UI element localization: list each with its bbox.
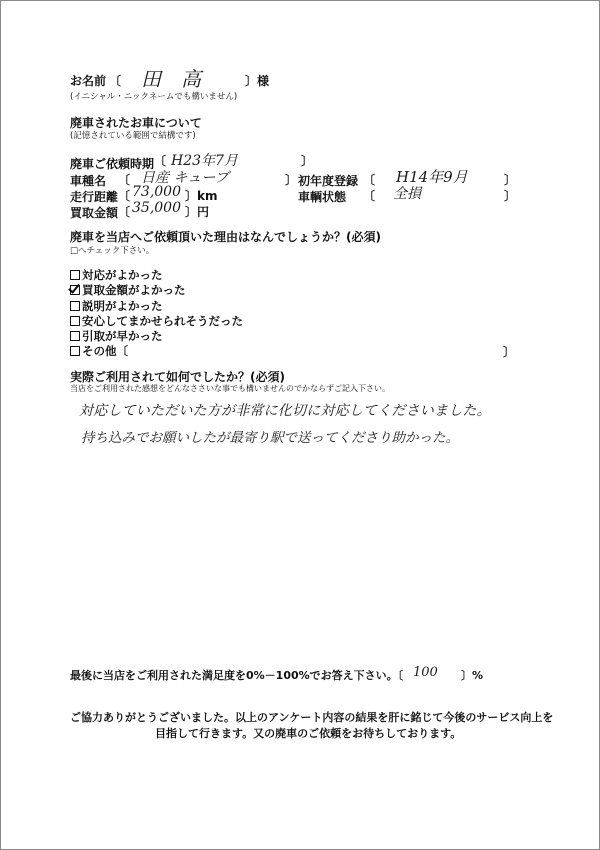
- mileage-handwritten-value: 73,000: [132, 184, 181, 200]
- reason-option-label: 説明がよかった: [82, 299, 163, 313]
- reason-option-label: 引取が早かった: [82, 329, 163, 343]
- car-section-title: 廃車されたお車について: [70, 116, 202, 130]
- name-label: お名前: [70, 74, 107, 88]
- reason-option-price[interactable]: [70, 282, 186, 298]
- reason-option-label: その他〔: [82, 344, 128, 358]
- mileage-open-bracket: 〔: [118, 189, 131, 203]
- impression-handwritten-line-2: 持ち込みでお願いしたが最寄り駅で送ってくださり助かった。: [81, 430, 459, 446]
- name-note: (イニシャル・ニックネームでも構いません): [70, 92, 238, 102]
- first-registration-close-bracket: 〕: [504, 173, 517, 187]
- checkbox-empty-icon[interactable]: [70, 331, 80, 341]
- checkbox-empty-icon[interactable]: [70, 301, 80, 311]
- request-time-open-bracket: 〔: [154, 154, 167, 168]
- satisfaction-question: 最後に当店をご利用された満足度を0%－100%でお答え下さい。〔: [70, 669, 404, 682]
- price-close-bracket-yen: 〕円: [185, 205, 210, 219]
- checkbox-empty-icon[interactable]: [70, 346, 80, 356]
- price-handwritten-value: 35,000: [132, 200, 181, 216]
- checkbox-checked-icon[interactable]: [70, 285, 80, 295]
- reason-other-close-bracket: 〕: [503, 345, 516, 359]
- satisfaction-handwritten-value: 100: [413, 665, 438, 680]
- checkbox-empty-icon[interactable]: [70, 270, 80, 280]
- model-open-bracket: 〔: [118, 173, 131, 187]
- price-label: 買取金額: [70, 206, 119, 220]
- request-time-label: 廃車ご依頼時期: [70, 157, 155, 171]
- reason-option-trust[interactable]: [70, 313, 243, 329]
- model-close-bracket: 〕: [285, 173, 298, 187]
- satisfaction-close-bracket-percent: 〕%: [461, 669, 484, 682]
- reason-option-other[interactable]: [70, 343, 128, 359]
- closing-line-1: ご協力ありがとうございました。以上のアンケート内容の結果を肝に銘じて今後のサービス向上を: [70, 711, 554, 724]
- checkbox-empty-icon[interactable]: [70, 316, 80, 326]
- reason-option-pickup[interactable]: [70, 328, 163, 344]
- impression-question: 実際ご利用されて如何でしたか？(必須): [70, 370, 285, 384]
- closing-line-2: 目指して行きます。又の廃車のご依頼をお待ちしております。: [155, 727, 462, 740]
- request-time-close-bracket: 〕: [301, 154, 314, 168]
- name-close-bracket: 〕様: [245, 74, 270, 88]
- reason-option-response[interactable]: [70, 267, 163, 283]
- reason-check-note: □へチェック下さい。: [70, 246, 155, 256]
- condition-handwritten-value: 全損: [393, 186, 421, 202]
- request-time-handwritten-value: H23年7月: [171, 153, 238, 169]
- reason-option-label: 買取金額がよかった: [82, 283, 186, 297]
- first-registration-handwritten-value: H14年9月: [396, 168, 468, 186]
- condition-open-bracket: 〔: [363, 189, 376, 203]
- condition-close-bracket: 〕: [504, 189, 517, 203]
- reason-option-explanation[interactable]: [70, 298, 163, 314]
- price-open-bracket: 〔: [118, 205, 131, 219]
- name-open-bracket: 〔: [109, 74, 122, 88]
- mileage-label: 走行距離: [70, 190, 119, 204]
- model-label: 車種名: [70, 174, 107, 188]
- condition-label: 車輌状態: [298, 190, 347, 204]
- car-section-note: (記憶されている範囲で結構です): [70, 131, 196, 141]
- first-registration-open-bracket: 〔: [363, 173, 376, 187]
- impression-note: 当店をご利用された感想をどんなささいな事でも構いませんのでかならずご記入下さい。: [70, 384, 390, 393]
- reason-question: 廃車を当店へご依頼頂いた理由はなんでしょうか？(必須): [70, 230, 381, 244]
- impression-handwritten-line-1: 対応していただいた方が非常に化切に対応してくださいました。: [79, 403, 491, 419]
- model-handwritten-value: 日産 キューブ: [141, 170, 229, 186]
- reason-option-label: 安心してまかせられそうだった: [82, 314, 243, 328]
- first-registration-label: 初年度登録: [298, 174, 359, 188]
- name-handwritten-value: 田 高: [141, 67, 201, 91]
- mileage-close-bracket-km: 〕km: [185, 189, 218, 203]
- reason-option-label: 対応がよかった: [82, 268, 163, 282]
